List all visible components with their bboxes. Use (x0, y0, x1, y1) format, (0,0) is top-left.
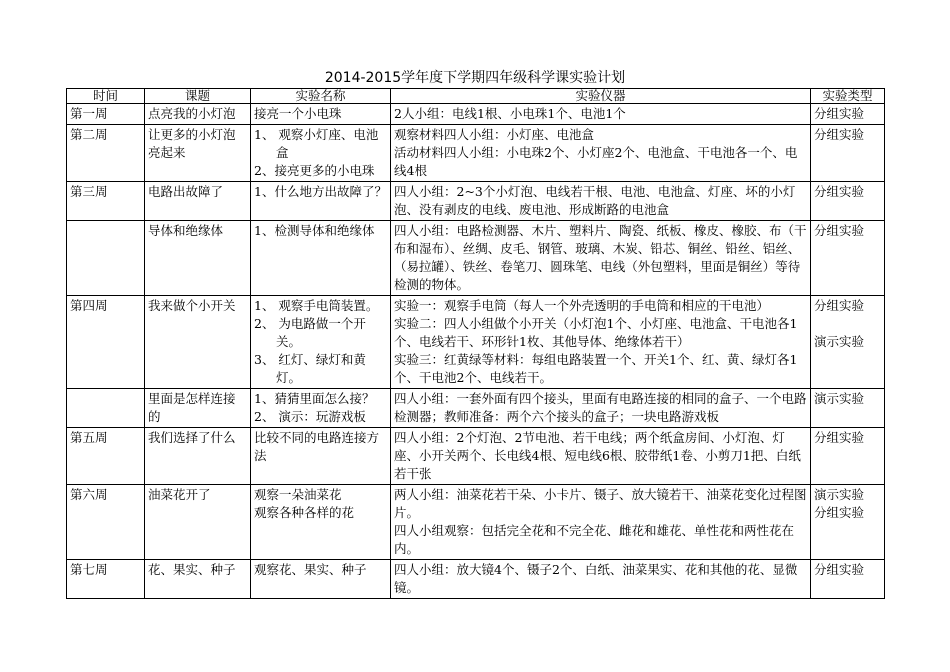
table-row (67, 296, 885, 389)
experiment-type-line: 分组实验 (814, 127, 865, 142)
equipment-line: 四人小组：2~3个小灯泡、电线若干根、电池、电池盒、灯座、坏的小灯泡、没有剥皮的电线、废电池、形成断路的电池盒 (394, 184, 796, 217)
experiment-type-line: 分组实验 (814, 223, 865, 238)
header-topic: 课题 (145, 89, 251, 104)
equipment-cell (391, 221, 811, 296)
spacer (814, 315, 881, 333)
experiment-type-cell (811, 560, 885, 599)
week-cell: 第六周 (67, 485, 145, 560)
equipment-line: 活动材料四人小组：小电珠2个、小灯座2个、电池盒、干电池各一个、电线4根 (394, 145, 798, 178)
experiment-name-line: 2、 演示：玩游戏板 (254, 409, 366, 424)
equipment-line: 四人小组观察：包括完全花和不完全花、雌花和雄花、单性花和两性花在内。 (394, 523, 795, 556)
equipment-line: 四人小组：放大镜4个、镊子2个、白纸、油菜果实、花和其他的花、显微镜。 (394, 562, 798, 595)
equipment-line: 2人小组：电线1根、小电珠1个、电池1个 (394, 106, 626, 121)
week-cell (67, 389, 145, 428)
week-cell: 第四周 (67, 296, 145, 389)
experiment-type-cell (811, 428, 885, 485)
topic-cell: 让更多的小灯泡亮起来 (145, 125, 251, 182)
experiment-type-cell (811, 125, 885, 182)
header-experiment-name: 实验名称 (251, 89, 391, 104)
week-cell: 第五周 (67, 428, 145, 485)
experiment-name-line: 1、什么地方出故障了？ (254, 184, 387, 199)
experiment-name-line: 1、猜猜里面怎么接？ (254, 391, 375, 406)
experiment-name-line: 2、接亮更多的小电珠 (254, 163, 375, 178)
equipment-line: 实验三：红黄绿等材料：每组电路装置一个、开关1个、红、黄、绿灯各1个、干电池2个、电线若干。 (394, 352, 798, 385)
header-experiment-type: 实验类型 (811, 89, 885, 104)
experiment-type-cell (811, 104, 885, 125)
experiment-name-cell (251, 104, 391, 125)
table-row (67, 560, 885, 599)
equipment-line: 两人小组：油菜花若干朵、小卡片、镊子、放大镜若干、油菜花变化过程图片。 (394, 487, 807, 520)
experiment-name-line: 观察花、果实、种子 (254, 562, 367, 577)
equipment-cell (391, 296, 811, 389)
week-cell: 第七周 (67, 560, 145, 599)
table-row (67, 485, 885, 560)
experiment-type-line: 分组实验 (814, 430, 865, 445)
experiment-type-cell (811, 389, 885, 428)
page-title: 2014-2015学年度下学期四年级科学课实验计划 (324, 70, 626, 86)
topic-cell: 电路出故障了 (145, 182, 251, 221)
topic-cell: 我来做个小开关 (145, 296, 251, 389)
experiment-name-cell (251, 296, 391, 389)
equipment-cell (391, 389, 811, 428)
experiment-type-line: 分组实验 (814, 184, 865, 199)
experiment-name-line: 1、 观察手电筒装置。 (254, 298, 379, 313)
experiment-type-cell (811, 485, 885, 560)
experiment-name-line: 接亮一个小电珠 (254, 106, 342, 121)
topic-cell: 导体和绝缘体 (145, 221, 251, 296)
equipment-line: 实验二：四人小组做个小开关（小灯泡1个、小灯座、电池盒、干电池各1个、电线若干、环形针1枚、其他导体、绝缘体若干） (394, 316, 798, 349)
equipment-cell (391, 125, 811, 182)
experiment-type-line: 分组实验 (814, 562, 865, 577)
topic-cell: 里面是怎样连接的 (145, 389, 251, 428)
equipment-cell (391, 560, 811, 599)
header-week: 时间 (67, 89, 145, 104)
experiment-name-cell (251, 221, 391, 296)
week-cell: 第三周 (67, 182, 145, 221)
experiment-name-line: 2、 为电路做一个开关。 (254, 316, 366, 349)
equipment-line: 四人小组：电路检测器、木片、塑料片、陶瓷、纸板、橡皮、橡胶、布（干布和湿布）、丝绸、皮毛、钢管、玻璃、木炭、铅芯、铜丝、铅丝、铝丝、（易拉罐）、铁丝、卷笔刀、圆珠笔、电线（外包塑料，里面是铜丝）等待检测的物体。 (394, 223, 807, 292)
topic-cell: 点亮我的小灯泡 (145, 104, 251, 125)
experiment-type-line: 演示实验 (814, 487, 865, 502)
experiment-name-cell (251, 485, 391, 560)
experiment-type-line: 分组实验 (814, 505, 865, 520)
experiment-name-cell (251, 428, 391, 485)
topic-cell: 我们选择了什么 (145, 428, 251, 485)
experiment-name-cell (251, 560, 391, 599)
equipment-cell (391, 104, 811, 125)
experiment-name-line: 1、 观察小灯座、电池盒 (254, 127, 379, 160)
experiment-type-cell (811, 182, 885, 221)
table-row (67, 428, 885, 485)
table-row (67, 221, 885, 296)
header-equipment: 实验仪器 (391, 89, 811, 104)
experiment-name-line: 比较不同的电路连接方法 (254, 430, 380, 463)
equipment-line: 观察材料四人小组：小灯座、电池盒 (394, 127, 595, 142)
equipment-line: 实验一：观察手电筒（每人一个外壳透明的手电筒和相应的干电池） (394, 298, 770, 313)
table-row (67, 182, 885, 221)
topic-cell: 花、果实、种子 (145, 560, 251, 599)
experiment-name-cell (251, 389, 391, 428)
week-cell (67, 221, 145, 296)
topic-cell: 油菜花开了 (145, 485, 251, 560)
experiment-type-line: 分组实验 (814, 298, 865, 313)
week-cell: 第二周 (67, 125, 145, 182)
experiment-type-cell (811, 221, 885, 296)
experiment-name-line: 3、 红灯、绿灯和黄灯。 (254, 352, 366, 385)
equipment-cell (391, 182, 811, 221)
table-header-row (67, 89, 885, 104)
equipment-line: 四人小组：2个灯泡、2节电池、若干电线；两个纸盒房间、小灯泡、灯座、小开关两个、长电线4根、短电线6根、胶带纸1卷、小剪刀1把、白纸若干张 (394, 430, 801, 481)
experiment-type-line: 分组实验 (814, 106, 865, 121)
table-row (67, 104, 885, 125)
experiment-plan-table (66, 88, 885, 599)
experiment-name-cell (251, 125, 391, 182)
week-cell: 第一周 (67, 104, 145, 125)
experiment-type-line: 演示实验 (814, 391, 865, 406)
experiment-name-cell (251, 182, 391, 221)
experiment-name-line: 观察各种各样的花 (254, 505, 355, 520)
experiment-name-line: 观察一朵油菜花 (254, 487, 342, 502)
experiment-name-line: 1、检测导体和绝缘体 (254, 223, 375, 238)
table-row (67, 125, 885, 182)
experiment-type-cell (811, 296, 885, 389)
table-row (67, 389, 885, 428)
equipment-line: 四人小组：一套外面有四个接头，里面有电路连接的相同的盒子、一个电路检测器；教师准备：两个六个接头的盒子；一块电路游戏板 (394, 391, 807, 424)
experiment-type-line: 演示实验 (814, 334, 865, 349)
equipment-cell (391, 428, 811, 485)
equipment-cell (391, 485, 811, 560)
